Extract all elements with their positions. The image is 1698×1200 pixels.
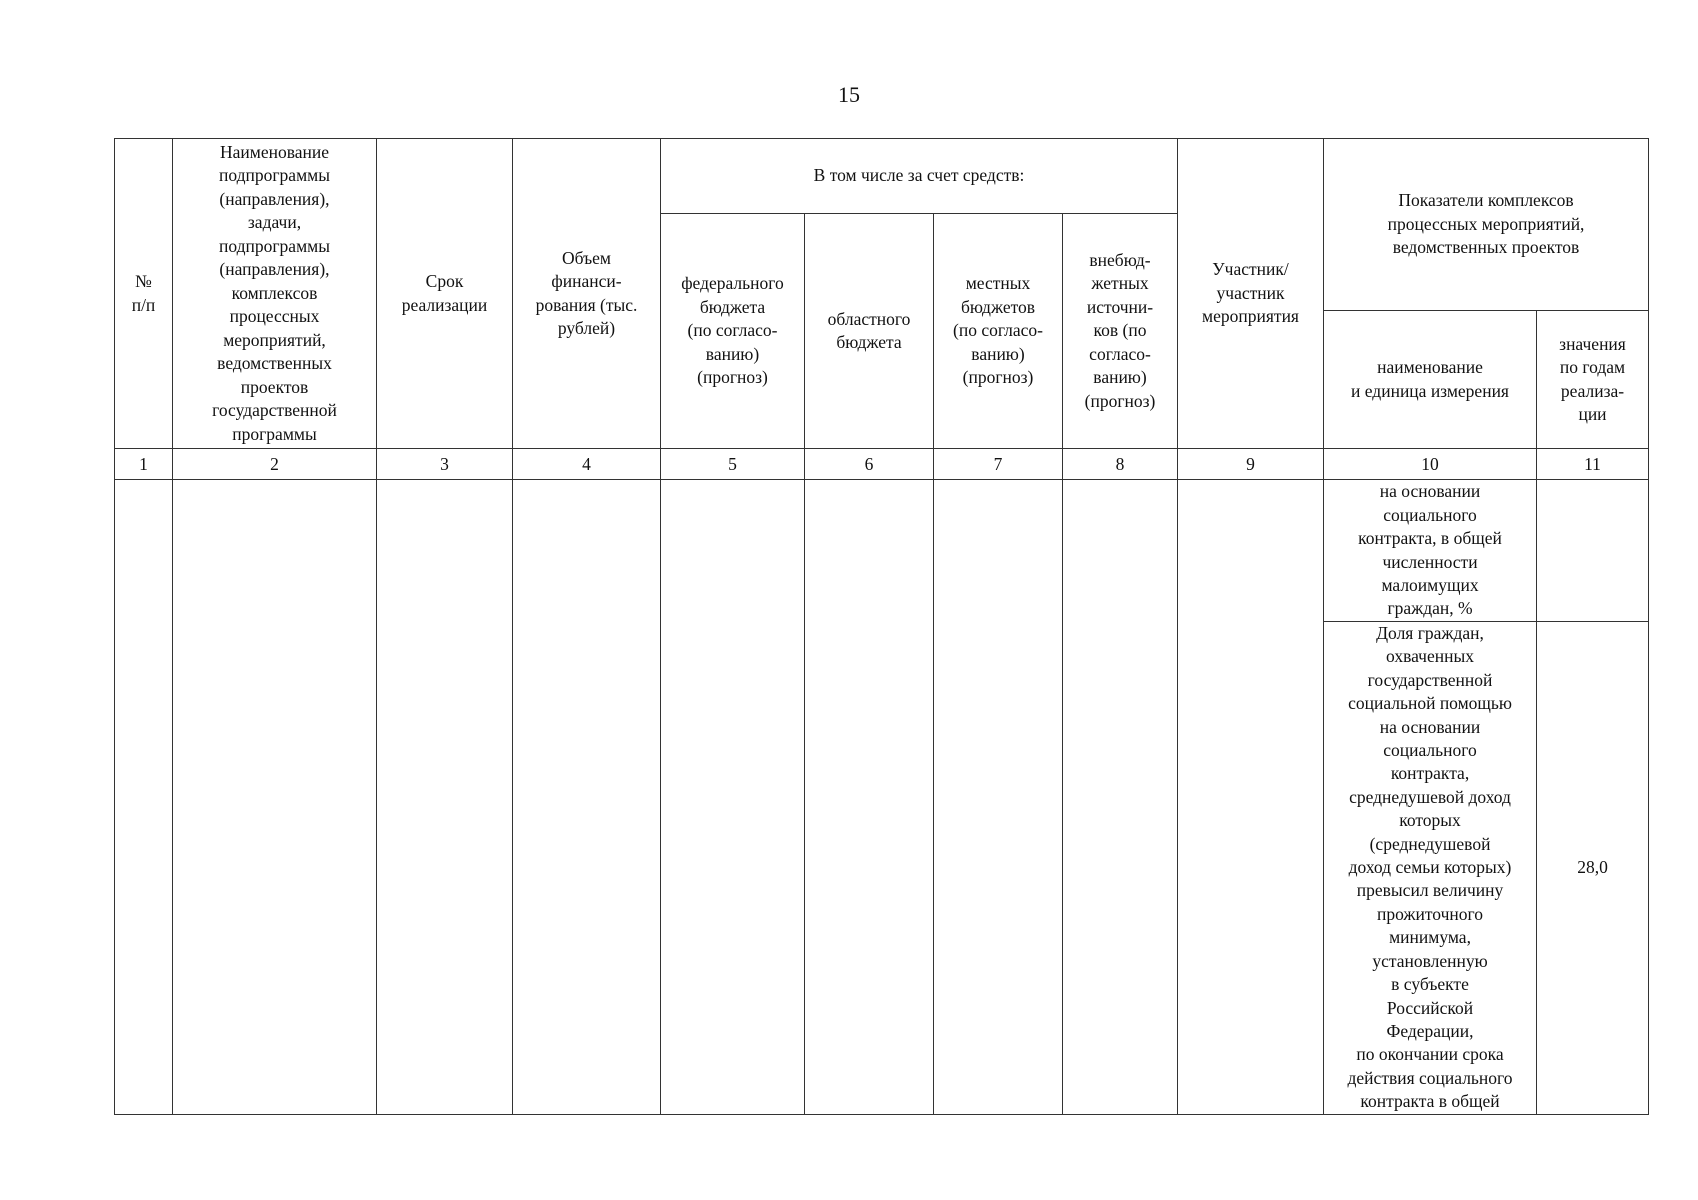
table-row [115, 480, 1649, 622]
column-number: 6 [805, 449, 934, 480]
program-table [114, 138, 1649, 1115]
column-number: 8 [1063, 449, 1178, 480]
cell-federal [661, 480, 805, 1115]
column-numbers-row [115, 449, 1649, 480]
cell-local [934, 480, 1063, 1115]
cell-name [173, 480, 377, 1115]
header-num: № п/п [115, 139, 173, 449]
column-number: 4 [513, 449, 661, 480]
column-number: 10 [1324, 449, 1537, 480]
column-number: 7 [934, 449, 1063, 480]
header-federal-budget: федерального бюджета (по согласо- ванию) (прогноз) [661, 214, 805, 449]
cell-num [115, 480, 173, 1115]
column-number: 11 [1537, 449, 1649, 480]
header-regional-budget: областного бюджета [805, 214, 934, 449]
header-indicator-name: наименование и единица измерения [1324, 311, 1537, 449]
header-extrabudgetary: внебюд- жетных источни- ков (по согласо- ванию) (прогноз) [1063, 214, 1178, 449]
indicator-value-cell: 28,0 [1537, 622, 1649, 1115]
column-number: 5 [661, 449, 805, 480]
header-indicator-values: значения по годам реализа- ции [1537, 311, 1649, 449]
indicator-name-cell: Доля граждан, охваченных государственной социальной помощью на основании социального контракта, среднедушевой доход которых (среднедушевой доход семьи которых) превысил величину прожиточного минимума, установленную в субъекте Российской Федерации, по окончании срока действия социального контракта в общей [1324, 622, 1537, 1115]
column-number: 1 [115, 449, 173, 480]
page-number: 15 [838, 82, 860, 107]
cell-regional [805, 480, 934, 1115]
column-number: 2 [173, 449, 377, 480]
header-row-1 [115, 139, 1649, 214]
header-name: Наименование подпрограммы (направления), задачи, подпрограммы (направления), комплексов процессных мероприятий, ведомственных проектов государственной программы [173, 139, 377, 449]
header-indicators: Показатели комплексов процессных мероприятий, ведомственных проектов [1324, 139, 1649, 311]
header-local-budgets: местных бюджетов (по согласо- ванию) (прогноз) [934, 214, 1063, 449]
header-including-funds: В том числе за счет средств: [661, 139, 1178, 214]
cell-extra [1063, 480, 1178, 1115]
column-number: 3 [377, 449, 513, 480]
indicator-value-cell [1537, 480, 1649, 622]
header-volume: Объем финанси- рования (тыс. рублей) [513, 139, 661, 449]
header-participant: Участник/ участник мероприятия [1178, 139, 1324, 449]
header-term: Срок реализации [377, 139, 513, 449]
cell-volume [513, 480, 661, 1115]
cell-term [377, 480, 513, 1115]
cell-participant [1178, 480, 1324, 1115]
column-number: 9 [1178, 449, 1324, 480]
indicator-name-cell: на основании социального контракта, в общей численности малоимущих граждан, % [1324, 480, 1537, 622]
